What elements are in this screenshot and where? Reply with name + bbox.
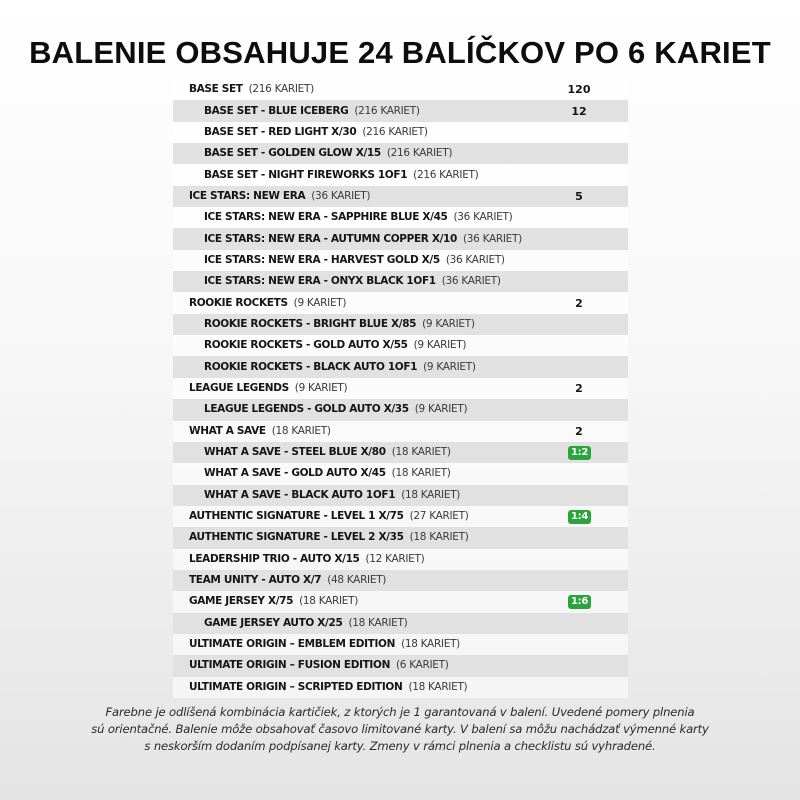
row-label — [173, 527, 469, 548]
card-set-name: LEAGUE LEGENDS - GOLD AUTO X/35 — [204, 403, 409, 416]
card-set-name: ROOKIE ROCKETS - BLACK AUTO 1OF1 — [204, 360, 418, 373]
row-label — [173, 229, 522, 250]
card-count: (9 KARIET) — [293, 296, 347, 309]
card-set-name: AUTHENTIC SIGNATURE - LEVEL 2 X/35 — [189, 531, 404, 544]
table-row — [173, 335, 628, 356]
card-set-name: ROOKIE ROCKETS - BRIGHT BLUE X/85 — [204, 317, 417, 330]
quantity-value: 2 — [575, 381, 583, 395]
card-count: (18 KARIET) — [408, 680, 468, 693]
table-row — [173, 271, 628, 292]
card-count: (216 KARIET) — [248, 83, 314, 96]
card-set-name: GAME JERSEY AUTO X/25 — [204, 616, 343, 629]
card-set-name: AUTHENTIC SIGNATURE - LEVEL 1 X/75 — [189, 510, 404, 523]
row-label — [173, 357, 476, 378]
ratio-badge: 1:4 — [568, 510, 591, 524]
table-row — [173, 463, 628, 484]
card-count: (27 KARIET) — [409, 510, 469, 523]
table-row — [173, 314, 628, 335]
card-count: (36 KARIET) — [462, 232, 522, 245]
table-row — [173, 485, 628, 506]
row-label — [173, 122, 428, 143]
footnote — [40, 704, 760, 755]
card-count: (18 KARIET) — [409, 531, 469, 544]
row-label — [173, 549, 424, 570]
row-label — [173, 186, 370, 207]
card-set-name: WHAT A SAVE - BLACK AUTO 1OF1 — [204, 488, 396, 501]
table-row — [173, 143, 628, 164]
footnote-line: s neskorším dodaním podpísanej karty. Zmeny v rámci plnenia a checklistu sú vyhradené. — [144, 739, 656, 753]
row-label — [173, 271, 501, 292]
card-set-name: WHAT A SAVE - STEEL BLUE X/80 — [204, 446, 386, 459]
table-row — [173, 186, 628, 207]
row-label — [173, 399, 467, 420]
card-count: (9 KARIET) — [413, 339, 467, 352]
table-row — [173, 506, 628, 527]
table-row — [173, 250, 628, 271]
row-label — [173, 314, 475, 335]
checklist-table — [173, 79, 628, 698]
card-count: (9 KARIET) — [294, 381, 348, 394]
quantity-value: 2 — [575, 296, 583, 310]
card-set-name: BASE SET - NIGHT FIREWORKS 1OF1 — [204, 168, 408, 181]
quantity-value: 5 — [575, 189, 583, 203]
table-row — [173, 591, 628, 612]
card-set-name: BASE SET - GOLDEN GLOW X/15 — [204, 147, 381, 160]
card-set-name: BASE SET - RED LIGHT X/30 — [204, 125, 357, 138]
quantity-value: 12 — [571, 104, 587, 118]
card-count: (18 KARIET) — [401, 638, 460, 651]
footnote-line: sú orientačné. Balenie môže obsahovať časovo limitované karty. V balení sa môžu nachádzať výmenné karty — [91, 722, 709, 736]
row-label — [173, 207, 512, 228]
card-set-name: ROOKIE ROCKETS — [189, 296, 288, 309]
row-label — [173, 613, 407, 634]
quantity-value: 2 — [575, 424, 583, 438]
table-row — [173, 100, 628, 121]
table-row — [173, 655, 628, 676]
table-row — [173, 527, 628, 548]
table-row — [173, 677, 628, 698]
card-count: (12 KARIET) — [365, 552, 425, 565]
card-set-name: BASE SET — [189, 83, 243, 96]
card-set-name: WHAT A SAVE — [189, 424, 266, 437]
card-count: (9 KARIET) — [414, 403, 468, 416]
card-count: (216 KARIET) — [354, 104, 420, 117]
row-label — [173, 335, 466, 356]
row-label — [173, 591, 358, 612]
card-count: (18 KARIET) — [299, 595, 359, 608]
card-count: (216 KARIET) — [386, 147, 453, 160]
table-row — [173, 164, 628, 185]
card-count: (9 KARIET) — [423, 360, 476, 373]
card-set-name: TEAM UNITY - AUTO X/7 — [189, 574, 322, 587]
card-count: (216 KARIET) — [413, 168, 479, 181]
row-label — [173, 506, 469, 527]
row-label — [173, 485, 460, 506]
card-set-name: ULTIMATE ORIGIN – EMBLEM EDITION — [189, 638, 396, 651]
row-label — [173, 677, 467, 698]
table-row — [173, 549, 628, 570]
row-label — [173, 378, 347, 399]
card-set-name: WHAT A SAVE - GOLD AUTO X/45 — [204, 467, 386, 480]
card-count: (36 KARIET) — [445, 253, 505, 266]
card-count: (36 KARIET) — [441, 275, 501, 288]
card-set-name: ICE STARS: NEW ERA - HARVEST GOLD X/5 — [204, 253, 440, 266]
table-row — [173, 207, 628, 228]
table-row — [173, 634, 628, 655]
table-row — [173, 292, 628, 313]
table-row — [173, 421, 628, 442]
row-label — [173, 634, 460, 655]
table-row — [173, 228, 628, 249]
row-label — [173, 421, 331, 442]
card-set-name: ULTIMATE ORIGIN – SCRIPTED EDITION — [189, 680, 403, 693]
card-set-name: GAME JERSEY X/75 — [189, 595, 294, 608]
ratio-badge: 1:6 — [568, 595, 591, 609]
card-set-name: ICE STARS: NEW ERA - SAPPHIRE BLUE X/45 — [204, 211, 448, 224]
row-label — [173, 79, 314, 100]
quantity-value: 120 — [567, 83, 591, 97]
card-set-name: ICE STARS: NEW ERA - ONYX BLACK 1OF1 — [204, 275, 436, 288]
card-set-name: ULTIMATE ORIGIN – FUSION EDITION — [189, 659, 391, 672]
page-title: BALENIE OBSAHUJE 24 BALÍČKOV PO 6 KARIET — [29, 35, 771, 70]
card-set-name: LEADERSHIP TRIO - AUTO X/15 — [189, 552, 360, 565]
ratio-badge: 1:2 — [568, 446, 591, 460]
card-count: (36 KARIET) — [311, 189, 371, 202]
row-label — [173, 101, 420, 122]
row-label — [173, 165, 478, 186]
table-row — [173, 122, 628, 143]
table-row — [173, 356, 628, 377]
card-count: (48 KARIET) — [327, 574, 387, 587]
footnote-line: Farebne je odlíšená kombinácia kartičiek, z ktorých je 1 garantovaná v balení. Uvedené pomery plnenia — [105, 705, 695, 719]
card-count: (216 KARIET) — [362, 125, 428, 138]
table-row — [173, 79, 628, 100]
card-set-name: BASE SET - BLUE ICEBERG — [204, 104, 349, 117]
table-row — [173, 442, 628, 463]
row-label — [173, 250, 505, 271]
table-row — [173, 570, 628, 591]
row-label — [173, 143, 452, 164]
row-label — [173, 463, 451, 484]
card-count: (18 KARIET) — [348, 616, 408, 629]
row-label — [173, 442, 451, 463]
row-label — [173, 655, 449, 676]
card-count: (9 KARIET) — [422, 317, 475, 330]
row-label — [173, 570, 386, 591]
table-row — [173, 613, 628, 634]
card-count: (18 KARIET) — [401, 488, 461, 501]
card-count: (18 KARIET) — [391, 467, 451, 480]
card-set-name: LEAGUE LEGENDS — [189, 381, 289, 394]
card-set-name: ROOKIE ROCKETS - GOLD AUTO X/55 — [204, 339, 408, 352]
table-row — [173, 378, 628, 399]
card-set-name: ICE STARS: NEW ERA - AUTUMN COPPER X/10 — [204, 232, 457, 245]
card-set-name: ICE STARS: NEW ERA — [189, 189, 306, 202]
table-row — [173, 399, 628, 420]
card-count: (36 KARIET) — [453, 211, 513, 224]
row-label — [173, 293, 346, 314]
card-count: (18 KARIET) — [391, 446, 451, 459]
card-count: (18 KARIET) — [271, 424, 331, 437]
card-count: (6 KARIET) — [396, 659, 449, 672]
